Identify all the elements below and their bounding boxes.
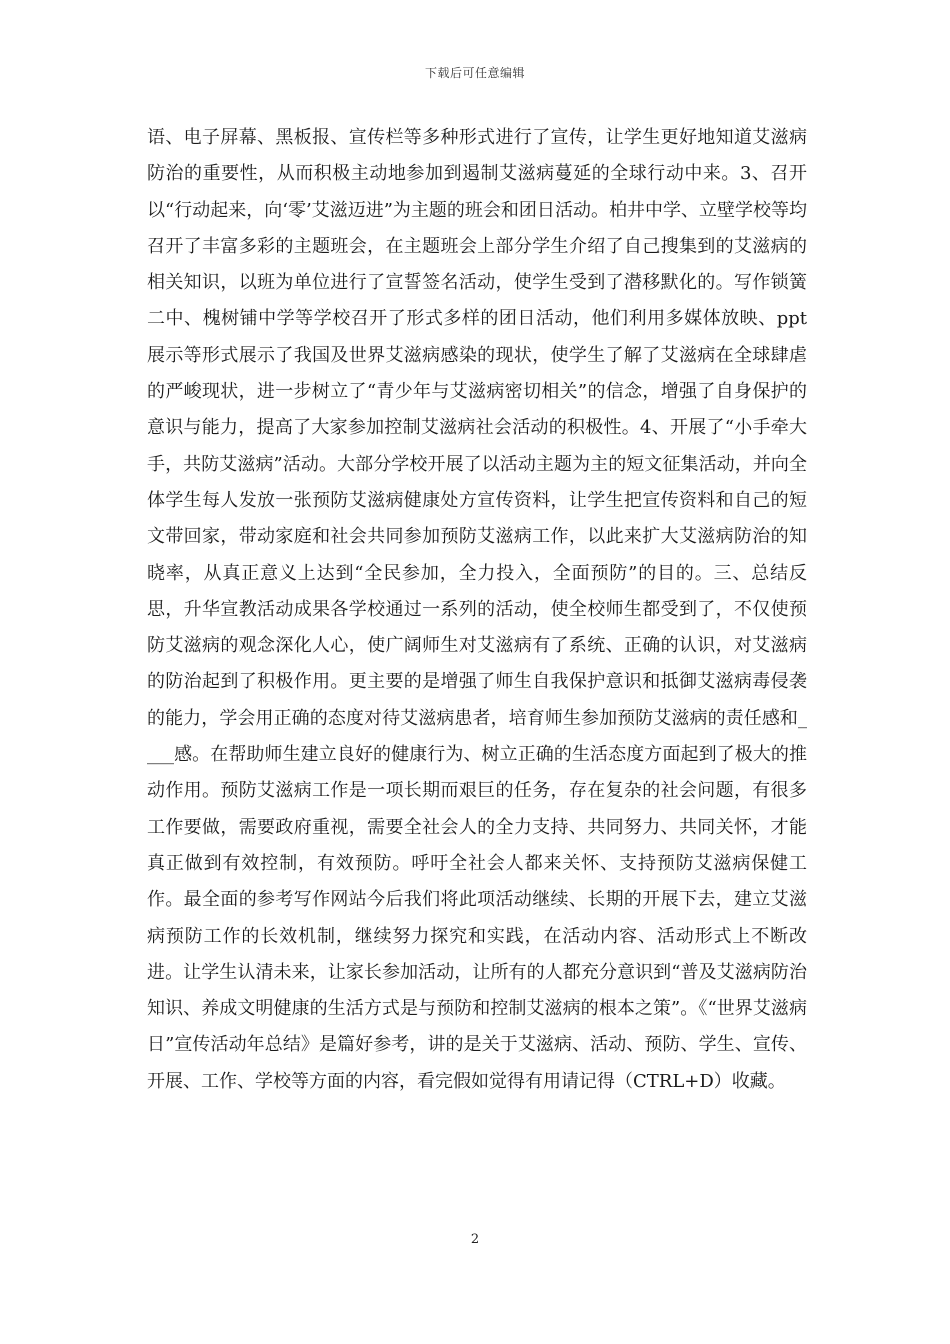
page-number: 2 bbox=[470, 1232, 480, 1247]
page-header: 下载后可任意编辑 bbox=[424, 66, 525, 80]
body-paragraph: 语、电子屏幕、黑板报、宣传栏等多种形式进行了宣传，让学生更好地知道艾滋病防治的重要性，从而积极主动地参加到遏制艾滋病蔓延的全球行动中来。3、召开以“行动起来，向‘零’艾滋迈进”为主题的班会和团日活动。柏井中学、立壁学校等均召开了丰富多彩的主题班会，在主题班会上部分学生介绍了自己搜集到的艾滋病的相关知识，以班为单位进行了宣誓签名活动，使学生受到了潜移默化的。写作锁簧二中、槐树铺中学等学校召开了形式多样的团日活动，他们利用多媒体放映、ppt展示等形式展示了我国及世界艾滋病感染的现状，使学生了解了艾滋病在全球肆虐的严峻现状，进一步树立了“青少年与艾滋病密切相关”的信念，增强了自身保护的意识与能力，提高了大家参加控制艾滋病社会活动的积极性。4、开展了“小手牵大手，共防艾滋病”活动。大部分学校开展了以活动主题为主的短文征集活动，并向全体学生每人发放一张预防艾滋病健康处方宣传资料，让学生把宣传资料和自己的短文带回家，带动家庭和社会共同参加预防艾滋病工作，以此来扩大艾滋病防治的知晓率，从真正意义上达到“全民参加，全力投入，全面预防”的目的。三、总结反思，升华宣教活动成果各学校通过一系列的活动，使全校师生都受到了，不仅使预防艾滋病的观念深化人心，使广阔师生对艾滋病有了系统、正确的认识，对艾滋病的防治起到了积极作用。更主要的是增强了师生自我保护意识和抵御艾滋病毒侵袭的能力，学会用正确的态度对待艾滋病患者，培育师生参加预防艾滋病的责任感和____感。在帮助师生建立良好的健康行为、树立正确的生活态度方面起到了极大的推动作用。预防艾滋病工作是一项长期而艰巨的任务，存在复杂的社会问题，有很多工作要做，需要政府重视，需要全社会人的全力支持、共同努力、共同关怀，才能真正做到有效控制，有效预防。呼吁全社会人都来关怀、支持预防艾滋病保健工作。最全面的参考写作网站今后我们将此项活动继续、长期的开展下去，建立艾滋病预防工作的长效机制，继续努力探究和实践，在活动内容、活动形式上不断改进。让学生认清未来，让家长参加活动，让所有的人都充分意识到“普及艾滋病防治知识、养成文明健康的生活方式是与预防和控制艾滋病的根本之策”。《“世界艾滋病日”宣传活动年总结》是篇好参考，讲的是关于艾滋病、活动、预防、学生、宣传、开展、工作、学校等方面的内容，看完假如觉得有用请记得（CTRL+D）收藏。 bbox=[147, 127, 807, 1092]
